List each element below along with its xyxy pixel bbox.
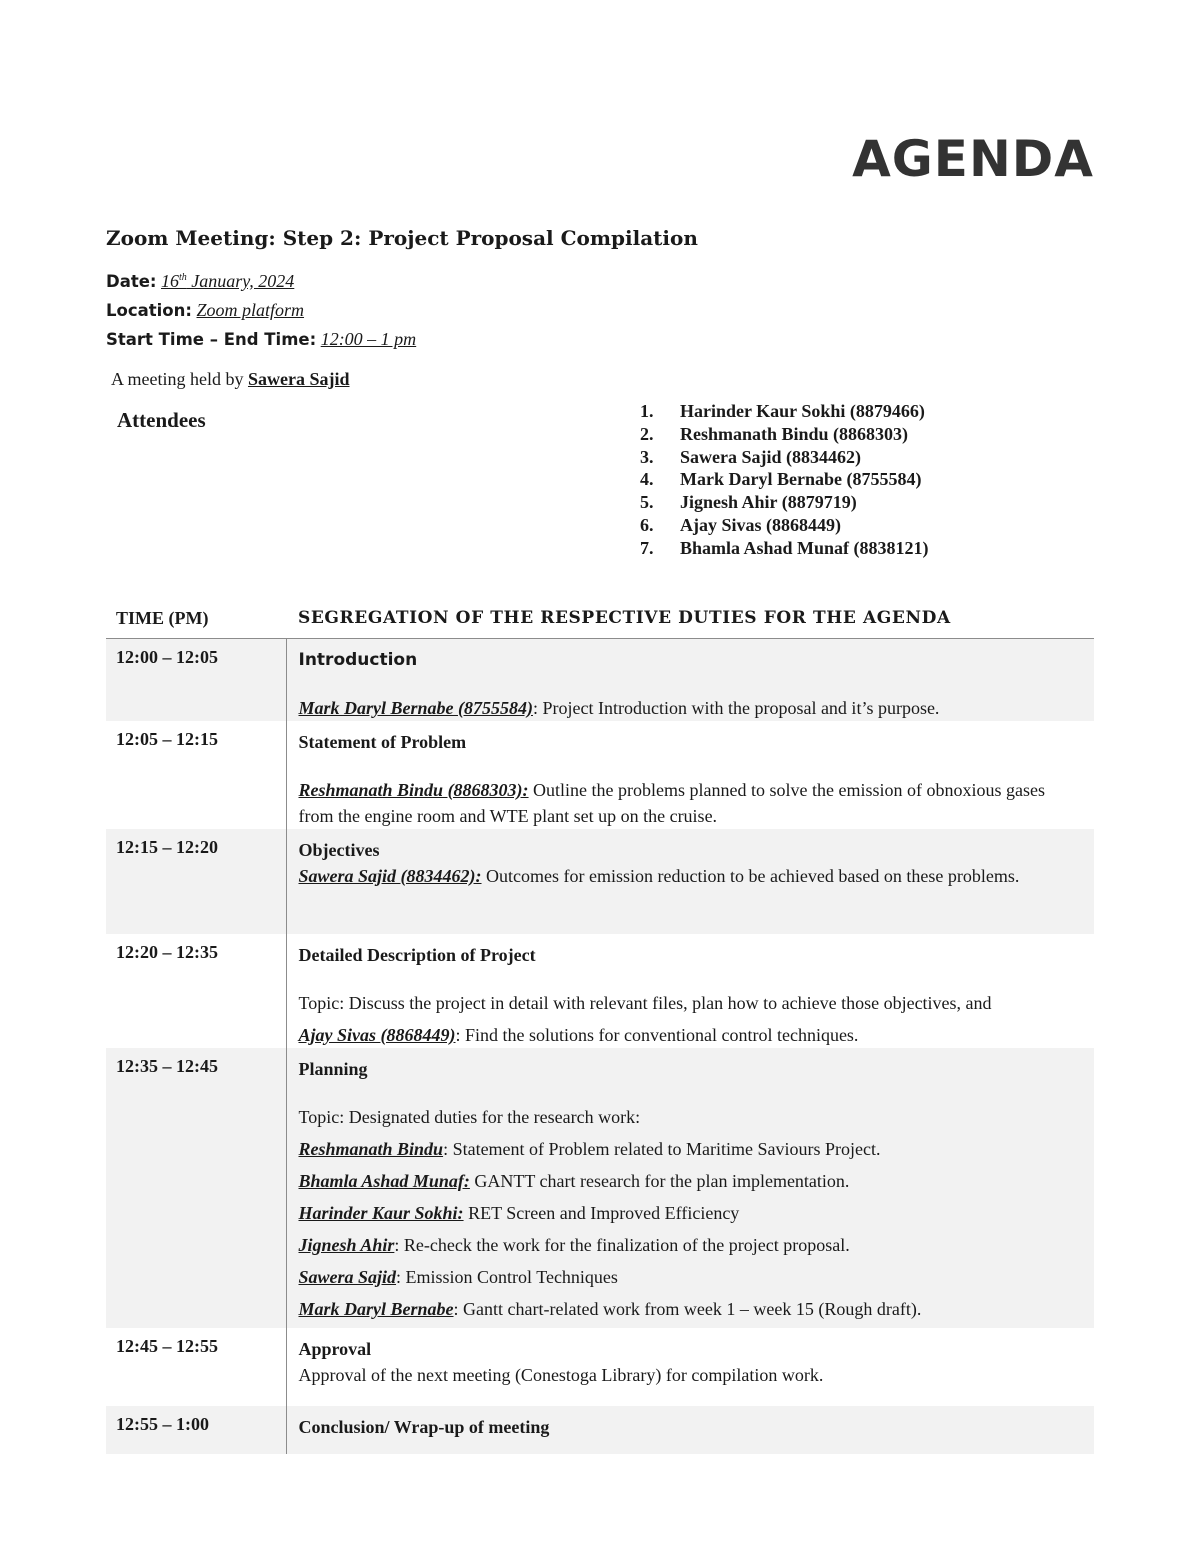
agenda-topic: Statement of Problem: [298, 732, 467, 752]
date-row: [106, 264, 416, 296]
date-value: 16th January, 2024: [161, 271, 295, 291]
time-column-header: TIME (PM): [106, 598, 286, 639]
attendee-name: Sawera Sajid (8834462): [680, 446, 861, 467]
attendee-number: 7.: [640, 537, 654, 558]
agenda-topic: Conclusion/ Wrap-up of meeting: [298, 1417, 550, 1437]
held-by-prefix: A meeting held by: [111, 369, 244, 389]
agenda-topic: Planning: [298, 1059, 368, 1079]
duty-line: [299, 695, 1083, 721]
duty-line: [299, 1296, 1083, 1322]
agenda-topic: Introduction: [298, 650, 418, 670]
time-row: [106, 325, 416, 354]
attendee-item: [640, 400, 929, 423]
agenda-time: 12:00 – 12:05: [106, 639, 286, 722]
duty-text: : Find the solutions for conventional control techniques.: [455, 1025, 859, 1045]
time-label: Start Time – End Time:: [106, 330, 317, 349]
assignee-name: Mark Daryl Bernabe: [298, 1299, 454, 1319]
attendee-number: 1.: [640, 401, 654, 421]
attendee-number: 6.: [640, 514, 654, 535]
agenda-time: 12:20 – 12:35: [106, 934, 286, 1048]
agenda-time: 12:55 – 1:00: [106, 1406, 286, 1454]
duty-text: : Emission Control Techniques: [396, 1267, 618, 1287]
attendee-item: [640, 423, 929, 446]
duties-column-header: SEGREGATION OF THE RESPECTIVE DUTIES FOR THE AGENDA: [286, 598, 1094, 639]
agenda-topic: Objectives: [298, 840, 380, 860]
agenda-row: [106, 639, 1094, 722]
date-label: Date:: [106, 272, 157, 291]
duty-text: : Re-check the work for the finalization of the project proposal.: [394, 1235, 850, 1255]
agenda-time: 12:15 – 12:20: [106, 829, 286, 934]
agenda-row: [106, 934, 1094, 1048]
agenda-details: [286, 639, 1094, 722]
assignee-name: Mark Daryl Bernabe (8755584): [298, 698, 533, 718]
agenda-details: [286, 721, 1094, 829]
agenda-time: 12:05 – 12:15: [106, 721, 286, 829]
attendee-item: [640, 446, 929, 469]
agenda-description: Approval of the next meeting (Conestoga Library) for compilation work.: [298, 1365, 824, 1385]
agenda-table-header: [106, 598, 1094, 639]
spacer: [299, 968, 1083, 990]
assignee-name: Harinder Kaur Sokhi:: [298, 1203, 464, 1223]
assignee-name: Ajay Sivas (8868449): [298, 1025, 456, 1045]
assignee-name: Sawera Sajid (8834462):: [298, 866, 482, 886]
duty-text: GANTT chart research for the plan implementation.: [469, 1171, 850, 1191]
held-by: [111, 369, 350, 390]
assignee-name: Reshmanath Bindu: [298, 1139, 444, 1159]
assignee-name: Bhamla Ashad Munaf:: [298, 1171, 470, 1191]
attendee-item: [640, 537, 929, 560]
attendee-name: Ajay Sivas (8868449): [680, 514, 841, 535]
spacer: [299, 755, 1083, 777]
agenda-topic-text: Topic: Discuss the project in detail with relevant files, plan how to achieve those objectives, and: [298, 993, 992, 1013]
duty-line: [299, 1264, 1083, 1290]
attendee-name: Reshmanath Bindu (8868303): [680, 423, 909, 444]
attendee-name: Bhamla Ashad Munaf (8838121): [680, 537, 929, 558]
location-label: Location:: [106, 301, 192, 320]
agenda-details: [286, 1406, 1094, 1454]
assignee-name: Jignesh Ahir: [298, 1235, 395, 1255]
duty-line: [299, 1200, 1083, 1226]
agenda-time: 12:45 – 12:55: [106, 1328, 286, 1406]
agenda-details: [286, 1048, 1094, 1328]
duty-text: : Project Introduction with the proposal and it’s purpose.: [533, 698, 940, 718]
spacer: [299, 673, 1083, 695]
duty-text: : Statement of Problem related to Maritime Saviours Project.: [443, 1139, 881, 1159]
agenda-details: [286, 1328, 1094, 1406]
agenda-row: [106, 1048, 1094, 1328]
meeting-title: Zoom Meeting: Step 2: Project Proposal Compilation: [106, 226, 698, 250]
host-name: Sawera Sajid: [247, 369, 350, 389]
agenda-topic: Approval: [298, 1339, 372, 1359]
agenda-row: [106, 829, 1094, 934]
attendee-item: [640, 468, 929, 491]
assignee-name: Sawera Sajid: [298, 1267, 397, 1287]
agenda-details: [286, 934, 1094, 1048]
location-value: Zoom platform: [196, 300, 305, 320]
attendee-number: 2.: [640, 423, 654, 444]
duty-text: Outline the problems planned to solve the emission of obnoxious gases from the engine room and WTE plant set up on the cruise.: [298, 780, 1045, 826]
duty-text: RET Screen and Improved Efficiency: [463, 1203, 740, 1223]
meeting-details: [106, 264, 416, 354]
duty-line: [299, 1022, 1083, 1048]
agenda-heading: AGENDA: [852, 130, 1094, 188]
location-row: [106, 296, 416, 325]
duty-line: [299, 1168, 1083, 1194]
attendee-name: Mark Daryl Bernabe (8755584): [680, 469, 922, 490]
attendee-number: 4.: [640, 469, 654, 490]
attendee-item: [640, 491, 929, 514]
duty-text: : Gantt chart-related work from week 1 – week 15 (Rough draft).: [453, 1299, 922, 1319]
agenda-row: [106, 1406, 1094, 1454]
time-value: 12:00 – 1 pm: [320, 329, 417, 349]
duty-line: [299, 1136, 1083, 1162]
agenda-topic: Detailed Description of Project: [298, 945, 536, 965]
agenda-time: 12:35 – 12:45: [106, 1048, 286, 1328]
assignee-name: Reshmanath Bindu (8868303):: [298, 780, 529, 800]
duty-line: [299, 777, 1083, 829]
agenda-topic-text: Topic: Designated duties for the research work:: [298, 1107, 641, 1127]
attendee-list: [640, 400, 929, 560]
agenda-details: [286, 829, 1094, 934]
attendee-number: 3.: [640, 446, 654, 467]
attendee-item: [640, 514, 929, 537]
agenda-table: [106, 598, 1094, 1454]
attendees-label: Attendees: [117, 408, 206, 432]
duty-line: [299, 1232, 1083, 1258]
agenda-row: [106, 721, 1094, 829]
attendee-name: Harinder Kaur Sokhi (8879466): [680, 401, 925, 421]
duty-line: [299, 863, 1083, 889]
duty-text: Outcomes for emission reduction to be achieved based on these problems.: [481, 866, 1020, 886]
attendee-number: 5.: [640, 492, 654, 513]
attendee-name: Jignesh Ahir (8879719): [680, 492, 857, 513]
agenda-row: [106, 1328, 1094, 1406]
spacer: [299, 1082, 1083, 1104]
